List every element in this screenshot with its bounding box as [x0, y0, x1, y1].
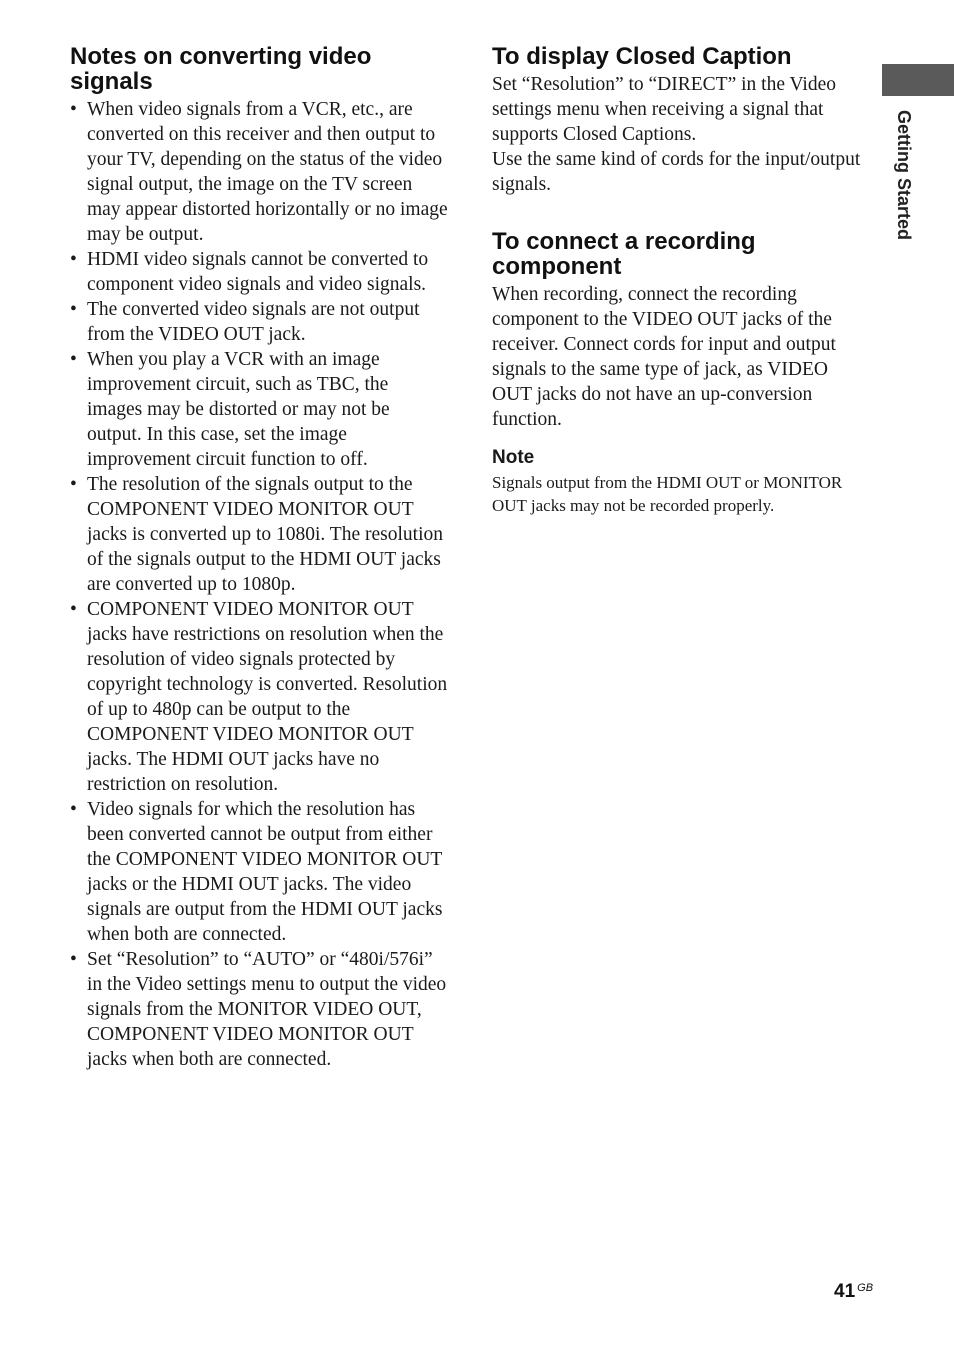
- left-column: [70, 44, 448, 1072]
- bullet-item: • When you play a VCR with an image improvement circuit, such as TBC, the images may be distorted or may not be output. In this case, set the image improvement circuit function to off.: [70, 347, 448, 472]
- bullet-item: • Set “Resolution” to “AUTO” or “480i/576i” in the Video settings menu to output the video signals from the MONITOR VIDEO OUT, COMPONENT VIDEO MONITOR OUT jacks when both are connected.: [70, 947, 448, 1072]
- recording-paragraph: When recording, connect the recording component to the VIDEO OUT jacks of the receiver. Connect cords for input and output signals to the same type of jack, as VIDEO OUT jacks do not have an up-conversion function.: [492, 284, 836, 430]
- bullet-item: • COMPONENT VIDEO MONITOR OUT jacks have restrictions on resolution when the resolution of video signals protected by copyright technology is converted. Resolution of up to 480p can be output to the COMPONENT VIDEO MONITOR OUT jacks. The HDMI OUT jacks have no restriction on resolution.: [70, 597, 448, 797]
- page-number-value: 41: [834, 1281, 856, 1302]
- page-number: [834, 1281, 873, 1303]
- closed-caption-paragraph: Set “Resolution” to “DIRECT” in the Video settings menu when receiving a signal that supports Closed Captions.: [492, 74, 836, 145]
- recording-heading: To connect a recording component: [492, 228, 756, 280]
- right-column: [492, 44, 872, 517]
- notes-heading: Notes on converting video signals: [70, 43, 372, 95]
- note-text: Signals output from the HDMI OUT or MONITOR OUT jacks may not be recorded properly.: [492, 473, 843, 515]
- page-number-suffix: GB: [857, 1282, 874, 1294]
- notes-bullet-list: [70, 97, 448, 1072]
- bullet-item: • The resolution of the signals output to the COMPONENT VIDEO MONITOR OUT jacks is converted up to 1080i. The resolution of the signals output to the HDMI OUT jacks are converted up to 1080p.: [70, 472, 448, 597]
- section-side-label: Getting Started: [894, 110, 914, 241]
- note-heading: Note: [492, 447, 535, 468]
- bullet-item: • HDMI video signals cannot be converted to component video signals and video signals.: [70, 247, 448, 297]
- closed-caption-heading: To display Closed Caption: [492, 43, 792, 70]
- section-tab-marker: [882, 64, 954, 96]
- bullet-item: • The converted video signals are not output from the VIDEO OUT jack.: [70, 297, 448, 347]
- closed-caption-cords-paragraph: Use the same kind of cords for the input/output signals.: [492, 149, 861, 195]
- bullet-item: • When video signals from a VCR, etc., are converted on this receiver and then output to your TV, depending on the status of the video signal output, the image on the TV screen may appear distorted horizontally or no image may be output.: [70, 97, 448, 247]
- section-spacer: [492, 197, 872, 229]
- bullet-item: • Video signals for which the resolution has been converted cannot be output from either the COMPONENT VIDEO MONITOR OUT jacks or the HDMI OUT jacks. The video signals are output from the HDMI OUT jacks when both are connected.: [70, 797, 448, 947]
